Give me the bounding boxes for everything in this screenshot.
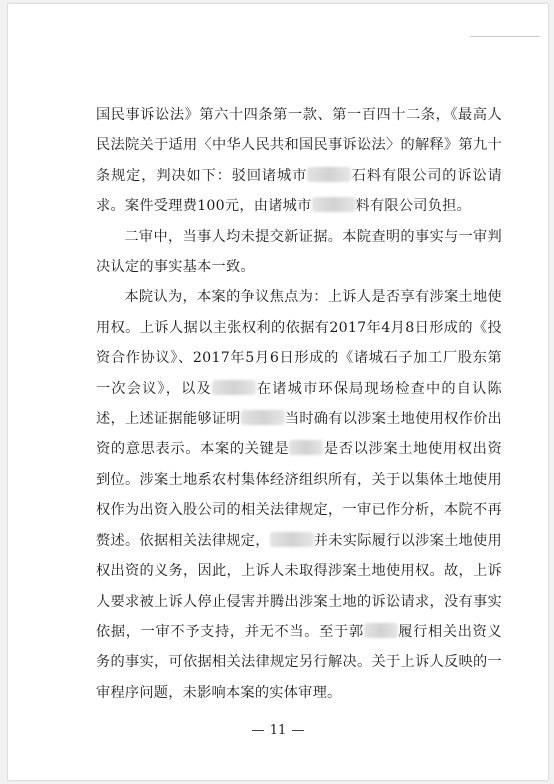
paragraph-court-opinion [96,282,502,708]
document-page [8,4,548,780]
body-text [96,100,502,708]
paragraph-judgment [96,100,502,222]
page-number-dash [252,730,264,731]
redaction-mark [241,410,285,425]
text-segment: 料有限公司负担。 [355,198,472,215]
text-segment: 国民事诉讼法》第六十四条第一款、第一百四十二条，《最高人民法院关于适用〈中华人民共和国民事诉讼法〉的解释》第九十条规定，判决如下：驳回诸城市 [96,107,502,184]
text-segment: 当时确有以涉案土地使用权作价出资的意思表示。本案的关键是 [96,411,502,458]
text-segment: 在诸城市环保局现场检查中的自认陈述，上述证据能够证明 [96,380,502,428]
text-segment: 本院认为，本案的争议焦点为：上诉人是否享有涉案土地使用权。上诉人据以主张权利的依据有2017年4月8日形成的《投资合作协议》、2017年5月6日形成的《诸城石子加工厂股东第一次会议》，以及 [96,289,502,397]
redaction-mark [307,167,351,182]
text-segment: 履行相关出资义务的事实，可依据相关法律规定另行解决。关于上诉人反映的一审程序问题，未影响本案的实体审理。 [96,623,502,701]
text-segment: 二审中，当事人均未提交新证据。本院查明的事实与一审判决认定的事实基本一致。 [96,228,502,276]
page-number-value: 11 [269,723,287,738]
page-number [8,723,548,738]
paragraph-second-instance [96,222,502,283]
redaction-mark [289,440,323,455]
text-segment: 石料有限公司的诉讼请求。案件受理费100元，由诸城市 [96,167,502,215]
redaction-mark [270,532,314,547]
redaction-mark [364,623,398,638]
text-segment: 并未实际履行以涉案土地使用权出资的义务，因此，上诉人未取得涉案土地使用权。故，上诉人要求被上诉人停止侵害并腾出涉案土地的诉讼请求，没有事实依据，一审不予支持，并无不当。至于郭 [96,532,502,640]
page-number-dash [292,730,304,731]
scan-mark [470,36,540,37]
text-segment: 是否以涉案土地使用权出资到位。涉案土地系农村集体经济组织所有，关于以集体土地使用权作为出资入股公司的相关法律规定，一审已作分析，本院不再赘述。依据相关法律规定， [96,441,502,549]
redaction-mark [212,380,256,395]
redaction-mark [312,197,356,212]
